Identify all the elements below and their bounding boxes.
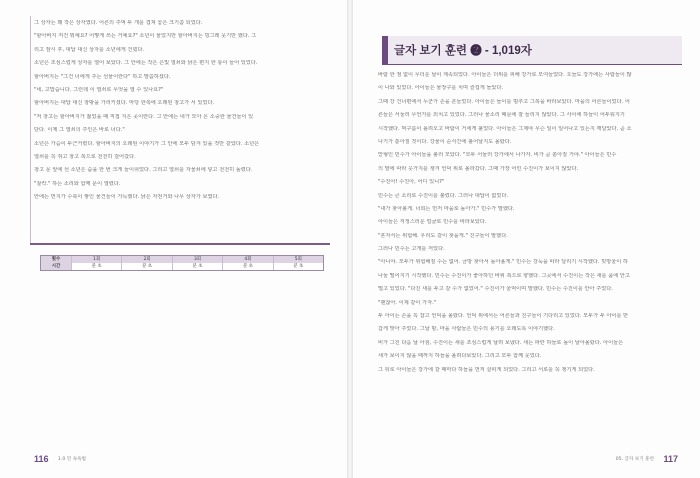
passage-line: 의 말에 따라 옷가지를 챙겨 언덕 위로 올라갔다. 그때 가장 어린 수진이가 보이지 않았다. [378,165,579,172]
passage-line: 소년은 가슴이 두근거렸다. 할아버지의 오래된 이야기가 그 안에 모두 담겨 있을 것만 같았다. 소년은 [34,140,260,147]
time-row-label: 시간 [41,263,72,270]
title-banner [382,36,682,64]
frame-left-rule [30,16,31,244]
passage-line: 단다. 이제 그 열쇠의 주인은 바로 너다." [34,127,125,134]
passage-line: 른들은 서둘러 무언가를 외치고 있었다. 그러나 물소리 때문에 잘 들리지 않았다. 그 사이에 하늘이 어두워지기 [378,112,625,119]
passage-line: 창고 문 앞에 선 소년은 숨을 한 번 크게 들이쉬었다. 그리고 열쇠를 자물쇠에 넣고 천천히 돌렸다. [34,167,253,174]
left-passage [34,20,328,200]
passage-line: 맏형인 민수가 아이들을 불러 모았다. "모두 서둘러 강가에서 나가자. 비가 곧 쏟아질 거야." 아이들은 민수 [378,152,617,159]
passage-line: 바람 한 점 없이 무더운 날이 계속되었다. 아이들은 더위를 피해 강가로 모여들었다. 오늘도 강가에는 사람들이 많 [378,72,632,78]
reading-time-table [40,255,324,271]
time-cell[interactable]: 분 초 [293,264,304,269]
title-accent-bar [382,36,388,64]
passage-line: "혼자서는 위험해. 우리도 같이 찾을게." 친구들이 말했다. [378,232,508,239]
time-cell[interactable]: 분 초 [173,263,223,270]
passage-line: 나기가 쏟아질 것이다. 강물이 순식간에 불어날지도 몰랐다. [378,138,512,145]
page-number-left: 116 [34,454,49,464]
section-title: 글자 보기 훈련 ❷ - 1,019자 [394,45,532,57]
passage-line: 그러나 민수는 고개를 저었다. [378,246,445,253]
passage-line: 갑게 맞아 주었다. 그날 밤, 마을 사람들은 민수의 용기를 오래도록 이야기했다. [378,326,555,333]
passage-line: 할아버지는 "그건 너에게 주는 선물이란다" 하고 말씀하셨다. [34,73,171,80]
time-header-cell: 2회 [122,256,172,263]
passage-line: 리고 잠시 후, 대답 대신 상자를 소년에게 건넸다. [34,46,145,53]
passage-line: 비가 그친 다음 날 아침, 수진이는 새를 조심스럽게 날려 보냈다. 새는 파란 하늘로 높이 날아올랐다. 아이들은 [378,339,624,346]
passage-line: 그때 강 건너편에서 누군가 손을 흔들었다. 아이들은 놀이를 멈추고 그쪽을 바라보았다. 마을의 어른들이었다. 어 [378,98,630,105]
passage-line: 아이들은 걱정스러운 얼굴로 민수를 바라보았다. [378,219,487,226]
passage-line: 그 상자는 꽤 작은 상자였다. 어른의 주먹 두 개를 겹쳐 놓은 크기쯤 되었다. [34,20,203,26]
passage-line: 열쇠를 꼭 쥐고 창고 쪽으로 천천히 걸어갔다. [34,153,136,160]
time-cell[interactable]: 분 초 [223,263,273,270]
passage-line: 두 아이는 손을 꼭 잡고 언덕을 올랐다. 언덕 위에서는 어른들과 친구들이 기다리고 있었다. 모두가 두 아이를 반 [378,313,629,320]
time-cell[interactable]: 분 초 [72,263,122,270]
time-header-cell: 3회 [173,256,223,263]
passage-line: 떨고 있었다. "다친 새를 두고 갈 수가 없었어." 수진이가 울먹이며 말했다. 민수는 수진이를 안아 주었다. [378,286,613,293]
passage-line: 민수는 큰 소리로 수진이를 불렀다. 그러나 대답이 없었다. [378,192,509,199]
passage-line: "괜찮아. 이제 같이 가자." [378,299,437,306]
passage-line: "찰칵." 하는 소리와 함께 문이 열렸다. [34,180,121,187]
page-number-right: 117 [663,454,678,464]
passage-line: "저 창고는 할아버지가 젊었을 때 직접 지은 곳이란다. 그 안에는 내가 모아 온 소중한 물건들이 있 [34,113,254,120]
time-table-header [41,256,323,263]
time-header-cell: 1회 [72,256,122,263]
right-passage [378,72,694,373]
passage-line: "할아버지 저건 뭐예요? 어떻게 쓰는 거예요?" 소년이 물었지만 할아버지는 빙그레 웃기만 했다. 그 [34,33,257,40]
running-head-left: 1.0 민 속독법 [58,457,86,462]
passage-line: "네, 고맙습니다. 그런데 이 열쇠로 무엇을 열 수 있나요?" [34,86,164,93]
passage-line: "내가 찾아볼게. 너희는 먼저 마을로 돌아가." 민수가 말했다. [378,205,515,212]
passage-line: 그 뒤로 아이들은 강가에 갈 때마다 하늘을 먼저 살피게 되었다. 그리고 서로를 꼭 챙기게 되었다. [378,366,595,373]
time-header-cell: 횟수 [41,256,72,263]
left-page [0,0,348,478]
passage-line: 시작했다. 먹구름이 몰려오고 바람이 거세게 불었다. 아이들은 그제야 무슨 일이 일어나고 있는지 깨달았다. 곧 소 [378,125,632,132]
passage-line: 나둘 떨어지기 시작했다. 민수는 수진이가 좋아하던 바위 쪽으로 향했다. 그곳에서 수진이는 작은 새를 품에 안고 [378,272,630,279]
time-table-row [41,263,323,270]
passage-line: 새가 보이지 않을 때까지 하늘을 올려다보았다. 그리고 모두 함께 웃었다. [378,353,542,360]
right-page [352,0,700,478]
passage-line: 할아버지는 대답 대신 창밖을 가리키셨다. 마당 한쪽에 오래된 창고가 서 있었다. [34,100,215,107]
passage-line: "수진아! 수진아, 어디 있니?" [378,179,445,186]
time-header-cell: 5회 [294,257,302,262]
passage-line: "아니야. 모두가 위험해질 수는 없어. 금방 찾아서 돌아올게." 민수는 강둑을 따라 달리기 시작했다. 빗방울이 하 [378,259,628,266]
frame-bottom-bar [30,243,330,245]
time-cell[interactable]: 분 초 [122,263,172,270]
passage-line: 이 나와 있었다. 아이들은 물장구를 치며 즐겁게 놀았다. [378,85,504,92]
running-head-right: 05. 글자 보기 훈련 [615,457,654,462]
passage-line: 소년은 조심스럽게 상자를 열어 보았다. 그 안에는 작은 은빛 열쇠와 낡은 편지 한 통이 들어 있었다. [34,60,258,67]
title-underline [382,64,682,65]
passage-line: 안에는 먼지가 수북이 쌓인 물건들이 가득했다. 낡은 자전거와 나무 상자가 보였다. [34,194,220,201]
time-header-cell: 4회 [223,256,273,263]
